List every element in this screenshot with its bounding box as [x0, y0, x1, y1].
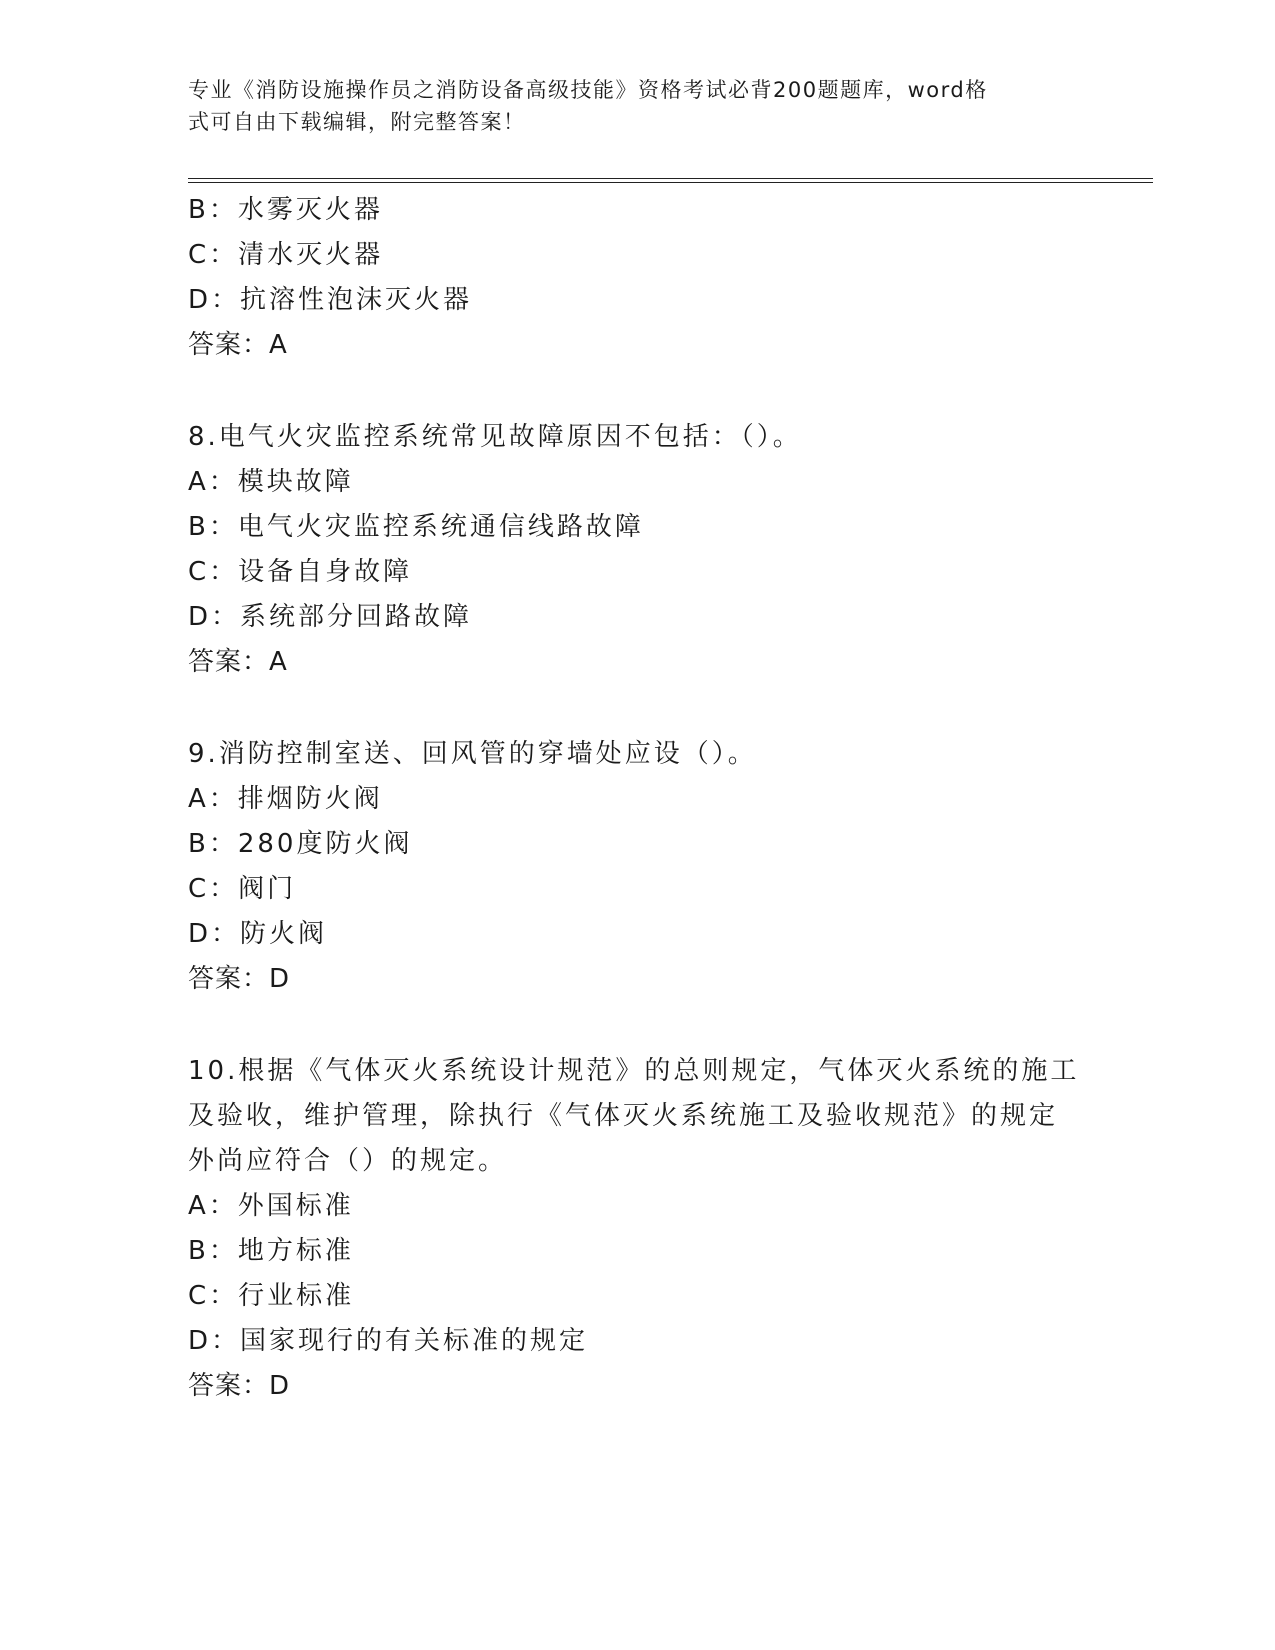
option-d: D：系统部分回路故障 [188, 602, 473, 632]
option-a: A：排烟防火阀 [188, 784, 383, 814]
header-line-2: 式可自由下载编辑，附完整答案！ [188, 110, 526, 134]
answer: 答案：D [188, 964, 291, 994]
option-b: B：电气火灾监控系统通信线路故障 [188, 512, 644, 542]
answer: 答案：D [188, 1371, 291, 1401]
option-c: C：行业标准 [188, 1281, 355, 1311]
option-a: A：外国标准 [188, 1191, 354, 1221]
option-c: C：清水灭火器 [188, 240, 384, 270]
question-9 [188, 732, 1088, 1002]
option-b: B：地方标准 [188, 1236, 354, 1266]
option-d: D：抗溶性泡沫灭火器 [188, 285, 473, 315]
option-c: C：阀门 [188, 874, 297, 904]
header-line-1: 专业《消防设施操作员之消防设备高级技能》资格考试必背200题题库，word格 [188, 78, 988, 102]
answer: 答案：A [188, 330, 288, 360]
option-b: B：280度防火阀 [188, 829, 413, 859]
question-7-continued [188, 188, 1088, 368]
header-divider-bottom [188, 182, 1153, 183]
option-b: B：水雾灭火器 [188, 195, 383, 225]
question-8 [188, 415, 1088, 685]
option-d: D：国家现行的有关标准的规定 [188, 1326, 589, 1356]
question-stem-line-3: 外尚应符合（）的规定。 [188, 1146, 508, 1176]
header-divider-top [188, 178, 1153, 179]
answer: 答案：A [188, 647, 288, 677]
question-stem: 8.电气火灾监控系统常见故障原因不包括：（）。 [188, 422, 802, 452]
question-stem-line-2: 及验收，维护管理，除执行《气体灭火系统施工及验收规范》的规定 [188, 1101, 1059, 1131]
option-d: D：防火阀 [188, 919, 328, 949]
option-c: C：设备自身故障 [188, 557, 413, 587]
question-list [188, 188, 1088, 1409]
question-stem-line-1: 10.根据《气体灭火系统设计规范》的总则规定，气体灭火系统的施工 [188, 1056, 1080, 1086]
question-stem: 9.消防控制室送、回风管的穿墙处应设（）。 [188, 739, 757, 769]
option-a: A：模块故障 [188, 467, 354, 497]
question-10 [188, 1049, 1088, 1409]
document-header [188, 74, 1068, 138]
